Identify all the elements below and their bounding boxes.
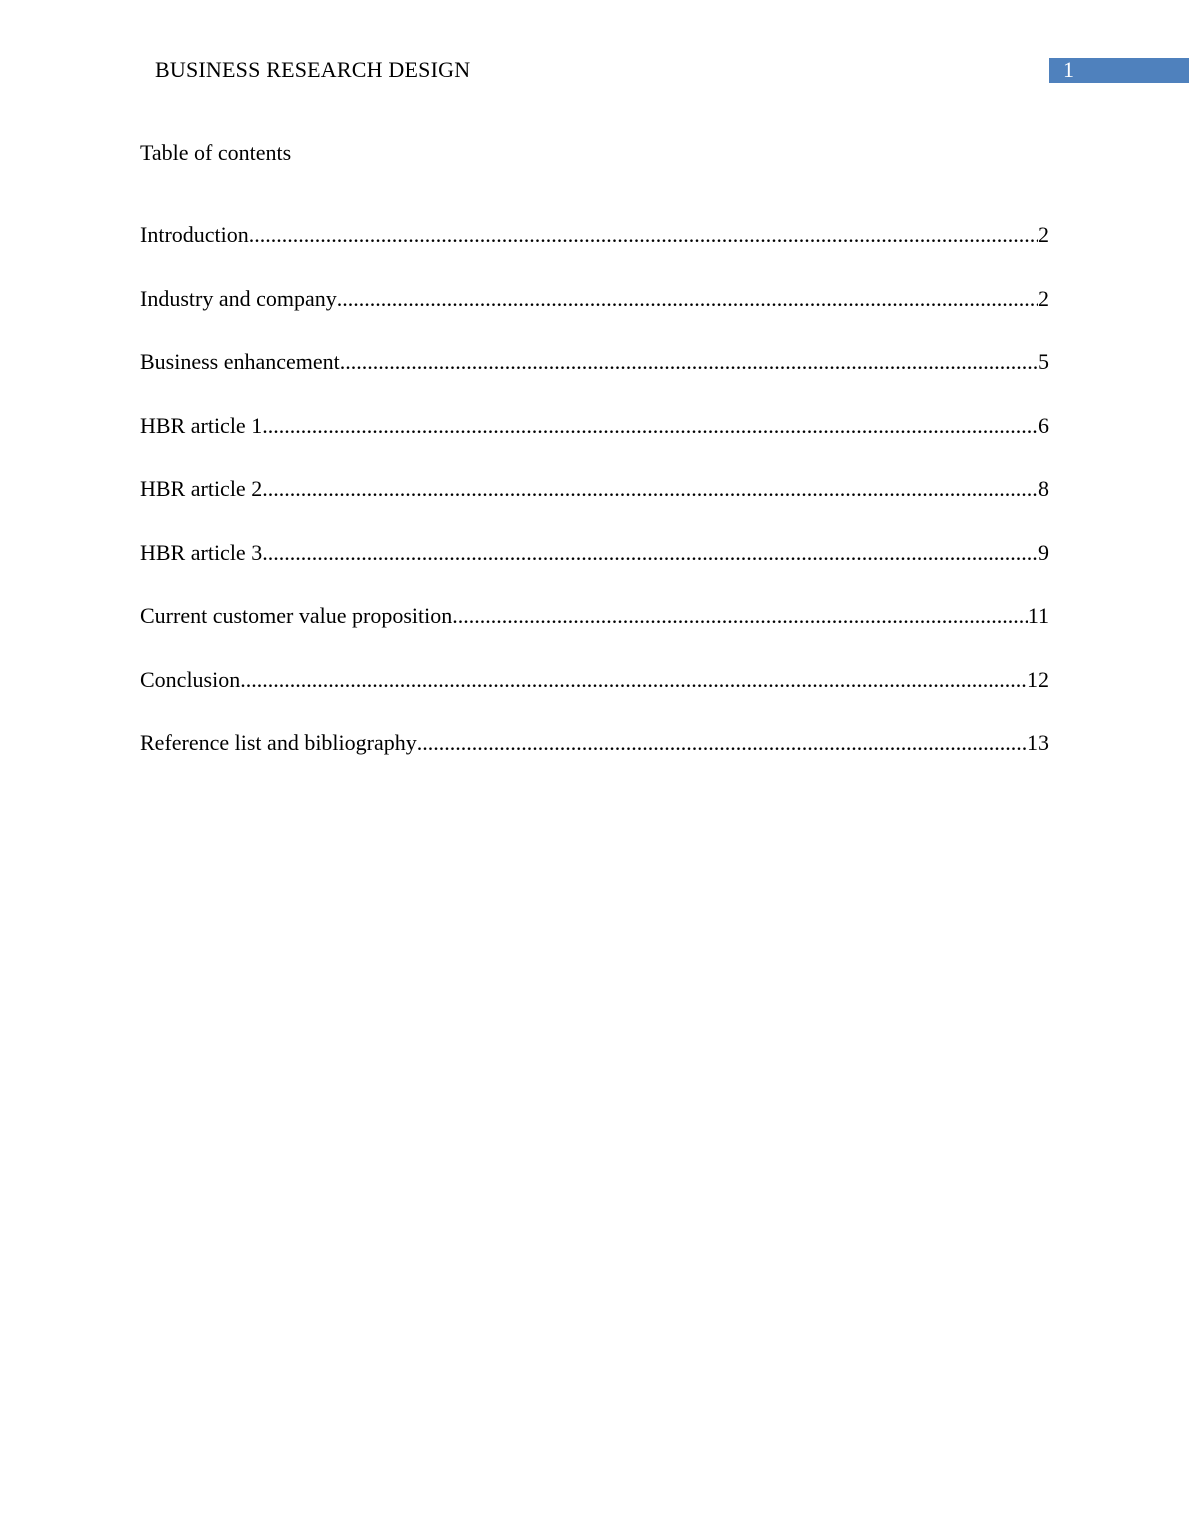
toc-entry-conclusion[interactable] xyxy=(140,666,1049,730)
toc-dot-leader xyxy=(262,475,1038,503)
toc-entry-current-customer-value-proposition[interactable] xyxy=(140,602,1049,666)
toc-dot-leader xyxy=(262,412,1038,440)
toc-dot-leader xyxy=(417,729,1027,757)
toc-heading: Table of contents xyxy=(140,140,292,165)
toc-entry-label: HBR article 1 xyxy=(140,412,263,438)
toc-entry-page: 5 xyxy=(1038,349,1049,374)
running-header-title: BUSINESS RESEARCH DESIGN xyxy=(155,57,471,82)
toc-entry-hbr-article-2[interactable] xyxy=(140,475,1049,539)
toc-entry-introduction[interactable] xyxy=(140,221,1049,285)
page-number-badge xyxy=(1049,58,1189,83)
toc-entry-label: HBR article 3 xyxy=(140,539,263,565)
page-number: 1 xyxy=(1063,57,1074,82)
toc-entry-page: 12 xyxy=(1027,666,1049,692)
toc-entry-label: Business enhancement xyxy=(140,349,340,374)
toc-entry-reference-list-and-bibliography[interactable] xyxy=(140,729,1049,793)
toc-entry-page: 13 xyxy=(1027,730,1049,755)
toc-entry-page: 2 xyxy=(1038,222,1049,247)
toc-entry-hbr-article-1[interactable] xyxy=(140,412,1049,476)
toc-entry-business-enhancement[interactable] xyxy=(140,348,1049,412)
toc-entry-label: Current customer value proposition xyxy=(140,603,453,628)
toc-entry-page: 11 xyxy=(1027,603,1049,628)
toc-entry-hbr-article-3[interactable] xyxy=(140,539,1049,603)
toc-entry-label: HBR article 2 xyxy=(140,476,263,501)
toc-dot-leader xyxy=(452,602,1028,630)
toc-entry-label: Conclusion xyxy=(140,666,241,692)
toc-entry-page: 8 xyxy=(1038,476,1049,501)
toc-dot-leader xyxy=(249,221,1038,249)
table-of-contents xyxy=(140,221,1049,793)
toc-dot-leader xyxy=(337,285,1038,313)
toc-entry-page: 9 xyxy=(1038,539,1049,565)
toc-entry-industry-and-company[interactable] xyxy=(140,285,1049,349)
toc-dot-leader xyxy=(240,666,1027,694)
toc-entry-page: 6 xyxy=(1038,412,1049,438)
toc-entry-label: Reference list and bibliography xyxy=(140,730,417,755)
toc-dot-leader xyxy=(340,348,1038,376)
toc-entry-page: 2 xyxy=(1038,285,1049,311)
toc-dot-leader xyxy=(262,539,1038,567)
toc-entry-label: Introduction xyxy=(140,222,249,247)
toc-entry-label: Industry and company xyxy=(140,285,337,311)
